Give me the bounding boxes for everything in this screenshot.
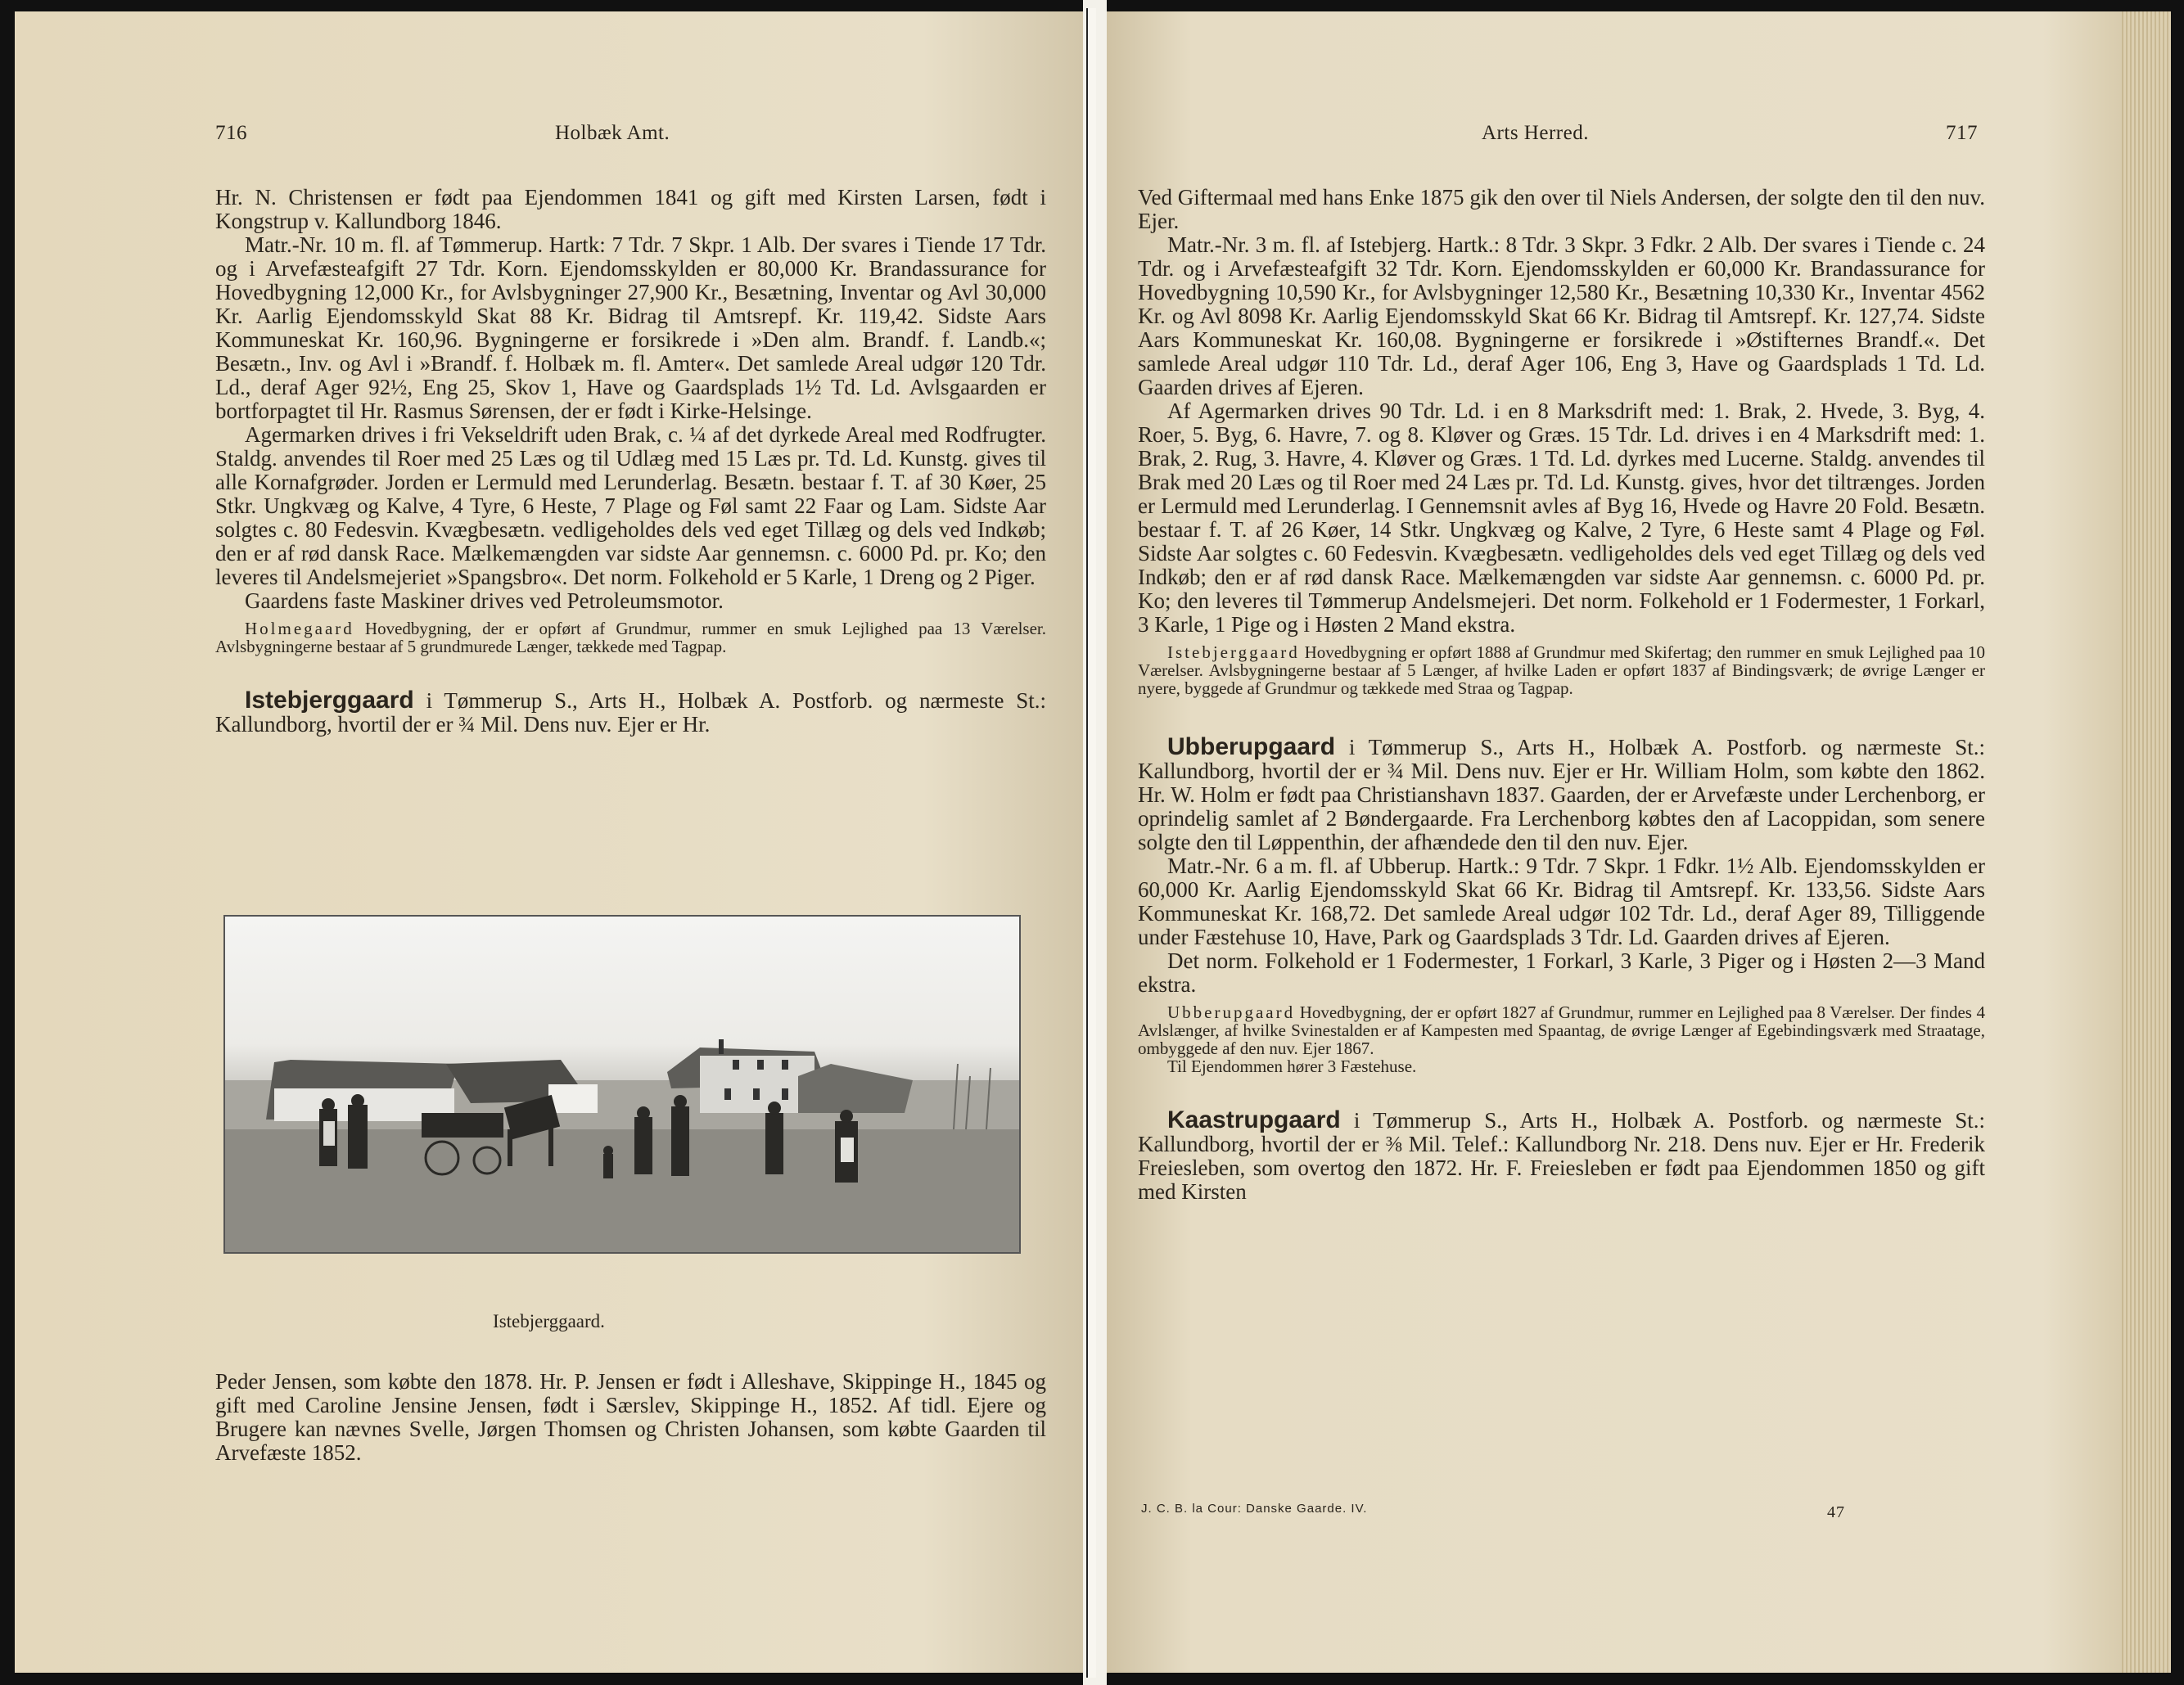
page-edges bbox=[2122, 11, 2171, 1673]
entry-name: Ubberupgaard bbox=[1167, 733, 1336, 760]
paragraph: Matr.-Nr. 6 a m. fl. af Ubberup. Hartk.: 9 Tdr. 7 Skpr. 1 Fdkr. 1½ Alb. Ejendomsskylden er 60,000 Kr. Aarlig Ejendomsskyld Skat 66 Kr. Bidrag til Amtsrepf. Kr. 133,56. Sidste Aars Kommuneskat Kr. 168,72. Det samlede Areal udgør 102 Tdr. Ld., deraf Ager 89, Tilliggende under Fæstehuse 10, Have, Park og Gaardsplads 3 Tdr. Ld. Gaarden drives af Ejeren. bbox=[1138, 854, 1985, 949]
left-page bbox=[15, 11, 1083, 1673]
note-text: Hovedbygning er opført 1888 af Grundmur med Skifertag; den rummer en smuk Lejlighed paa 10 Værelser. Avlsbygningerne bestaar af 5 Længer, af hvilke Laden er opført 1837 af Bindingsværk; de øvrige Længer er nyere, byggede af Grundmur og tækkede med Straa og Tagpap. bbox=[1138, 642, 1986, 698]
page-number-left: 716 bbox=[215, 122, 247, 144]
entry-name: Istebjerggaard bbox=[245, 687, 414, 714]
building-note bbox=[1138, 643, 1985, 697]
entry-name: Kaastrupgaard bbox=[1167, 1106, 1341, 1133]
running-head-left: Holbæk Amt. bbox=[555, 122, 670, 144]
farm-photograph-drawing bbox=[225, 917, 1019, 1252]
paragraph: Gaardens faste Maskiner drives ved Petroleumsmotor. bbox=[245, 588, 724, 613]
paragraph: Peder Jensen, som købte den 1878. Hr. P. Jensen er født i Alleshave, Skippinge H., 1845 og gift med Caroline Jensine Jensen, født i Særslev, Skippinge H., 1852. Af tidl. Ejere og Brugere kan nævnes Svelle, Jørgen Thomsen og Christen Johansen, som købte Gaarden til Arvefæste 1852. bbox=[215, 1369, 1046, 1465]
book-gutter bbox=[1083, 0, 1107, 1685]
note-extra: Til Ejendommen hører 3 Fæstehuse. bbox=[1167, 1057, 1417, 1076]
paragraph: Af Agermarken drives 90 Tdr. Ld. i en 8 Marksdrift med: 1. Brak, 2. Hvede, 3. Byg, 4. Roer, 5. Byg, 6. Havre, 7. og 8. Kløver og Græs. 15 Tdr. Ld. drives i en 4 Marksdrift med: 1. Brak, 2. Rug, 3. Havre, 4. Kløver og Græs. 1 Td. Ld. dyrkes med Lucerne. Staldg. anvendes til Brak med 20 Læs og til Roer med 24 Læs pr. Td. Ld. Kunstg. gives, hvor det tiltrænges. Jorden er Lermuld med Lerunderlag. I Gennemsnit avles af Byg 16, Hvede og Havre 20 Fold. Besætn. bestaar f. T. af 26 Køer, 14 Stkr. Ungkvæg og Kalve, 2 Tyre, 6 Heste samt 4 Plage og Føl. Sidste Aar solgtes c. 60 Fedesvin. Kvægbesætn. vedligeholdes dels ved eget Tillæg og dels ved Indkøb; den er af rød dansk Race. Mælkemængden var sidste Aar gennemsn. c. 6000 Pd. pr. Ko; den leveres til Tømmerup Andelsmejeri. Det norm. Folkehold er 1 Fodermester, 1 Forkarl, 3 Karle, 1 Pige og i Høsten 2 Mand ekstra. bbox=[1138, 399, 1985, 637]
building-note bbox=[215, 619, 1046, 656]
entry-text: i Tømmerup S., Arts H., Holbæk A. Postforb. og nærmeste St.: Kallundborg, hvortil der er ¾ Mil. Dens nuv. Ejer er Hr. bbox=[215, 688, 1047, 737]
paragraph: Ved Giftermaal med hans Enke 1875 gik den over til Niels Andersen, der solgte den til den nuv. Ejer. bbox=[1138, 185, 1985, 233]
entry-paragraph bbox=[1138, 1108, 1985, 1204]
note-text: Hovedbygning, der er opført af Grundmur, rummer en smuk Lejlighed paa 13 Værelser. Avlsbygningerne bestaar af 5 grundmurede Længer, tækkede med Tagpap. bbox=[215, 619, 1047, 656]
entry-paragraph bbox=[1138, 735, 1985, 854]
page-number-right: 717 bbox=[1946, 122, 1978, 144]
paragraph: Agermarken drives i fri Vekseldrift uden Brak, c. ¼ af det dyrkede Areal med Rodfrugter. Staldg. anvendes til Roer med 25 Læs og til Udlæg med 15 Læs pr. Td. Ld. Kunstg. gives til alle Kornafgrøder. Jorden er Lermuld med Lerunderlag. Besætn. bestaar f. T. af 30 Køer, 25 Stkr. Ungkvæg og Kalve, 4 Tyre, 6 Heste, 7 Plage og Føl samt 22 Faar og Lam. Sidste Aar solgtes c. 80 Fedesvin. Kvægbesætn. vedligeholdes dels ved eget Tillæg og dels ved Indkøb; den er af rød dansk Race. Mælkemængden var sidste Aar gennemsn. c. 6000 Pd. pr. Ko; den leveres til Andelsmejeriet »Spangsbro«. Det norm. Folkehold er 5 Karle, 1 Dreng og 2 Piger. bbox=[215, 422, 1046, 589]
sheet-number: 47 bbox=[1827, 1503, 1845, 1521]
note-lead: Istebjerggaard bbox=[1167, 642, 1300, 662]
paragraph: Hr. N. Christensen er født paa Ejendommen 1841 og gift med Kirsten Larsen, født i Kongstrup v. Kallundborg 1846. bbox=[215, 185, 1046, 233]
left-text-continued bbox=[215, 1370, 1046, 1465]
running-head-right: Arts Herred. bbox=[1482, 122, 1589, 144]
photo-caption: Istebjerggaard. bbox=[493, 1311, 605, 1331]
printer-signature: J. C. B. la Cour: Danske Gaarde. IV. bbox=[1141, 1502, 1368, 1516]
note-text: Hovedbygning, der er opført 1827 af Grundmur, rummer en Lejlighed paa 8 Værelser. Der findes 4 Avlslænger, af hvilke Svinestalden er af Kampesten med Spaantag, de øvrige Længer af Egebindingsværk med Straatage, ombyggede af den nuv. Ejer 1867. bbox=[1138, 1002, 1985, 1058]
right-text-block bbox=[1138, 186, 1985, 1204]
paragraph: Det norm. Folkehold er 1 Fodermester, 1 Forkarl, 3 Karle, 3 Piger og i Høsten 2—3 Mand ekstra. bbox=[1138, 948, 1985, 997]
note-lead: Ubberupgaard bbox=[1167, 1002, 1296, 1022]
building-note bbox=[1138, 1003, 1985, 1057]
paragraph: Matr.-Nr. 10 m. fl. af Tømmerup. Hartk: 7 Tdr. 7 Skpr. 1 Alb. Der svares i Tiende 17 Tdr. og i Arvefæsteafgift 27 Tdr. Korn. Ejendomsskylden er 80,000 Kr. Brandassurance for Hovedbygning 12,000 Kr., for Avlsbygninger 27,900 Kr., Besætning, Inventar og Avl 30,000 Kr. Aarlig Ejendomsskyld Skat 88 Kr. Bidrag til Amtsrepf. Kr. 119,42. Sidste Aars Kommuneskat Kr. 160,96. Bygningerne er forsikrede i »Den alm. Brandf. f. Landb.«; Besætn., Inv. og Avl i »Brandf. f. Holbæk m. fl. Amter«. Det samlede Areal udgør 120 Tdr. Ld., deraf Ager 92½, Eng 25, Skov 1, Have og Gaardsplads 1½ Td. Ld. Avlsgaarden er bortforpagtet til Hr. Rasmus Sørensen, der er født i Kirke-Helsinge. bbox=[215, 232, 1046, 423]
entry-text: i Tømmerup S., Arts H., Holbæk A. Postforb. og nærmeste St.: Kallundborg, hvortil der er ¾ Mil. Dens nuv. Ejer er Hr. William Holm, som købte den 1862. Hr. W. Holm er født paa Christianshavn 1837. Gaarden, der er Arvefæste under Lerchenborg, er oprindelig samlet af 2 Bøndergaarde. Fra Lerchenborg købtes den af Lacoppidan, som senere solgte den til Løppenthin, der afhændede den til den nuv. Ejer. bbox=[1138, 735, 1986, 854]
entry-paragraph bbox=[215, 688, 1046, 737]
entry-text: i Tømmerup S., Arts H., Holbæk A. Postforb. og nærmeste St.: Kallundborg, hvortil der er ⅜ Mil. Telef.: Kallundborg Nr. 218. Dens nuv. Ejer er Hr. Frederik Freiesleben, som overtog den 1872. Hr. F. Freiesleben er født paa Ejendommen 1850 og gift med Kirsten bbox=[1138, 1108, 1986, 1204]
right-page bbox=[1107, 11, 2171, 1673]
paragraph: Matr.-Nr. 3 m. fl. af Istebjerg. Hartk.: 8 Tdr. 3 Skpr. 3 Fdkr. 2 Alb. Der svares i Tiende c. 24 Tdr. og i Arvefæsteafgift 32 Tdr. Korn. Ejendomsskylden er 60,000 Kr. Brandassurance for Hovedbygning 10,590 Kr., for Avlsbygninger 12,580 Kr., Besætning 10,330 Kr., Inventar 4562 Kr. og Avl 8098 Kr. Aarlig Ejendomsskyld Skat 66 Kr. Bidrag til Amtsrepf. Kr. 127,74. Sidste Aars Kommuneskat Kr. 160,08. Bygningerne er forsikrede i »Østifternes Brandf.«. Det samlede Areal udgør 110 Tdr. Ld., deraf Ager 106, Eng 3, Have og Gaardsplads 1 Td. Ld. Gaarden drives af Ejeren. bbox=[1138, 232, 1985, 399]
left-text-block bbox=[215, 186, 1046, 737]
note-lead: Holmegaard bbox=[245, 619, 354, 638]
farm-photograph bbox=[223, 915, 1021, 1254]
